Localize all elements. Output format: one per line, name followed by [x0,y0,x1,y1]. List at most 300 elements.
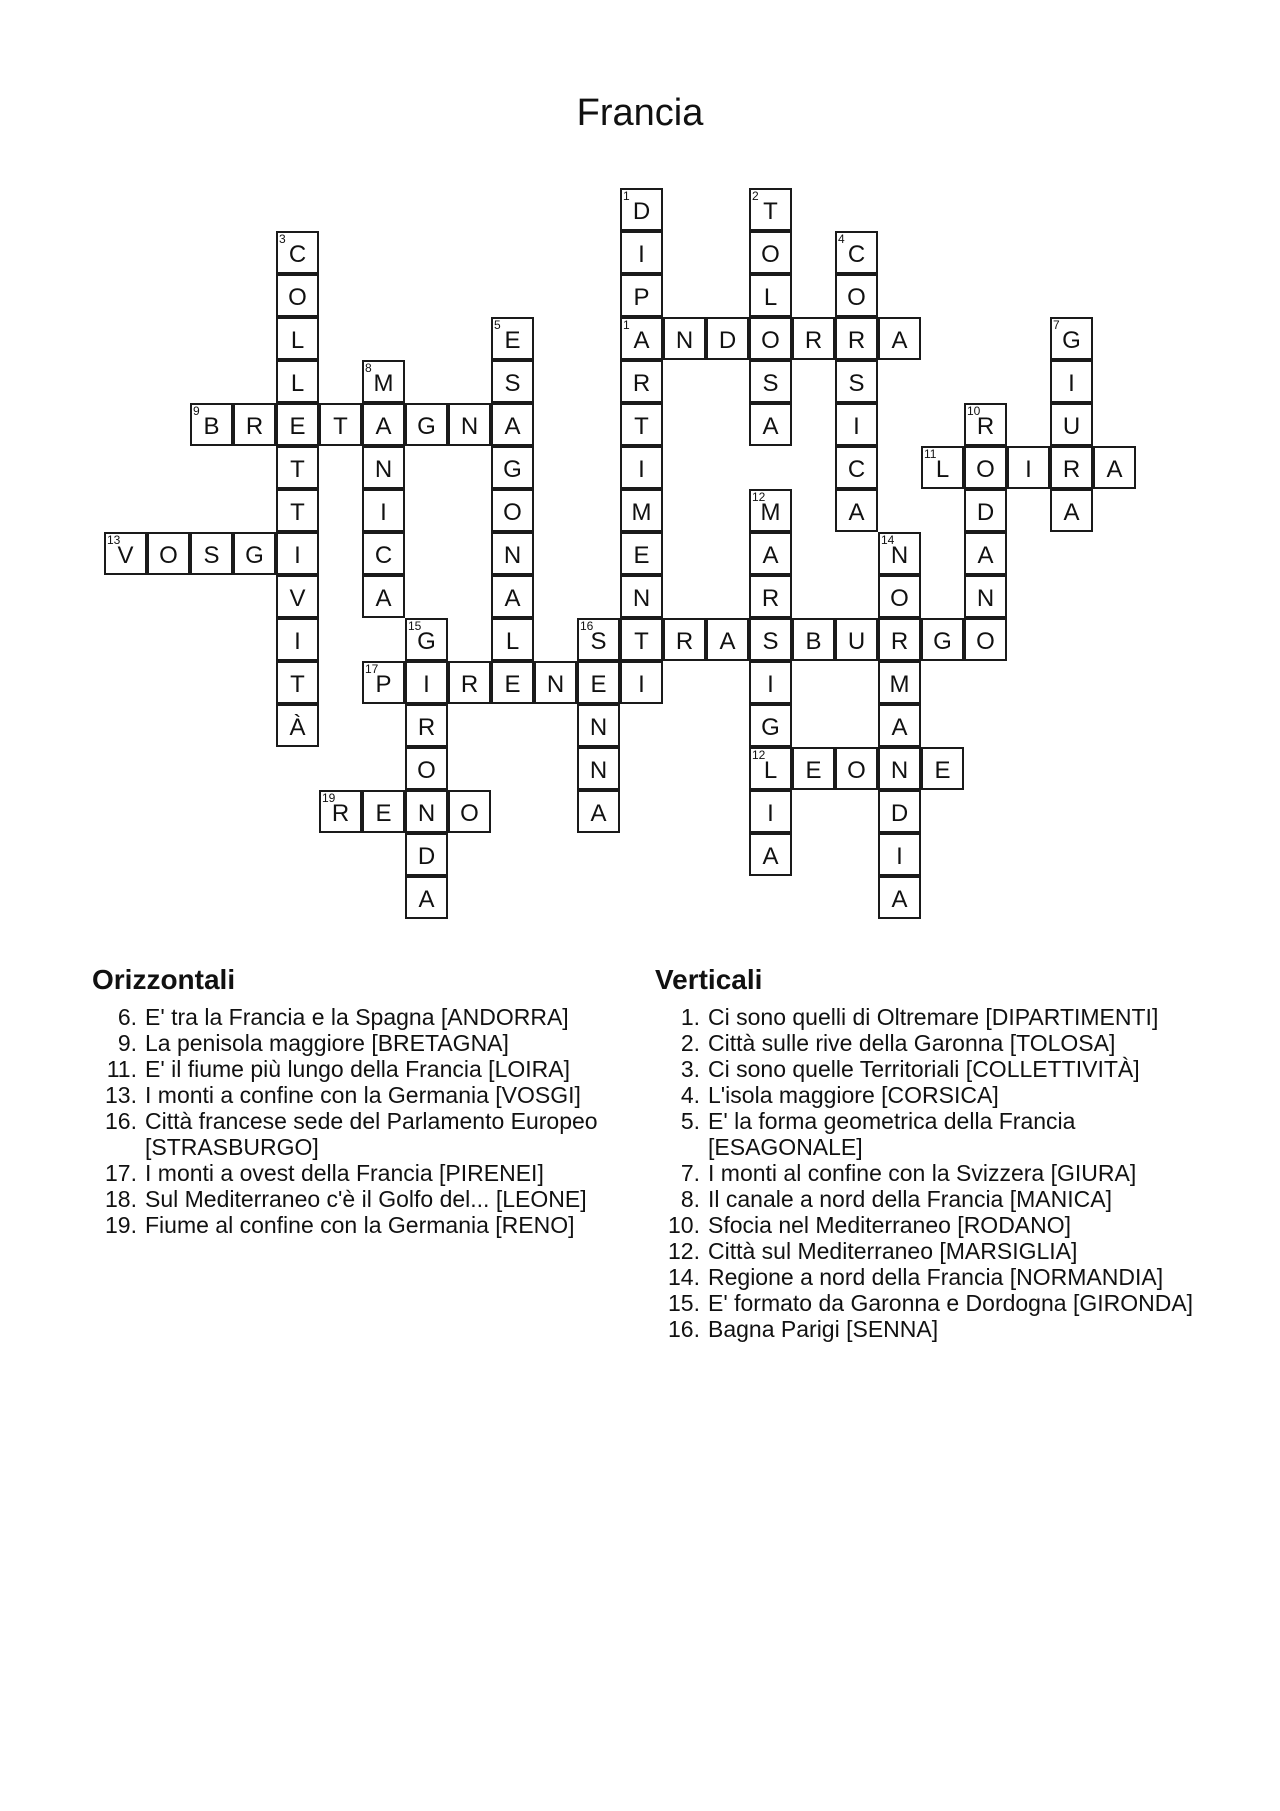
grid-cell [964,575,1007,618]
grid-cell [878,317,921,360]
clue-item [92,1030,632,1056]
clue-item-text: Città sulle rive della Garonna [TOLOSA] [708,1030,1116,1056]
clue-item-number: 12. [668,1238,700,1264]
cell-letter: A [1106,456,1123,483]
grid-cell [964,618,1007,661]
clue-item-text: Sul Mediterraneo c'è il Golfo del... [LEONE] [145,1186,587,1212]
cell-letter: D [890,800,909,827]
cell-letter: O [890,585,909,612]
clue-item-number: 9. [117,1030,137,1056]
clue-number: 4 [838,232,845,246]
cell-letter: M [889,671,910,698]
grid-cell [1050,317,1093,360]
grid-cell [491,360,534,403]
grid-cell [835,446,878,489]
cell-letter: A [1063,499,1080,526]
cell-letter: E [375,800,392,827]
grid-cell [362,532,405,575]
cell-letter: A [762,843,779,870]
cell-letter: A [504,413,521,440]
clue-item-text: Regione a nord della Francia [NORMANDIA] [708,1264,1164,1290]
cell-letter: G [503,456,522,483]
cell-letter: M [760,499,781,526]
grid-cell [405,618,448,661]
cell-letter: R [761,585,780,612]
clue-item-text: E' la forma geometrica della Francia [ESAGONALE] [708,1108,1076,1160]
grid-cell [577,704,620,747]
cell-letter: I [423,671,430,698]
cell-letter: M [373,370,394,397]
cell-letter: R [1062,456,1081,483]
cell-letter: U [1062,413,1081,440]
grid-cell [362,575,405,618]
clue-item-number: 14. [668,1264,700,1290]
cell-letter: O [159,542,178,569]
grid-cell [577,790,620,833]
grid-cell [749,661,792,704]
cell-letter: O [288,284,307,311]
grid-cell [620,188,663,231]
cell-letter: A [590,800,607,827]
cell-letter: N [632,585,651,612]
clue-item-text: La penisola maggiore [BRETAGNA] [145,1030,509,1056]
grid-cell [921,747,964,790]
grid-cell [276,317,319,360]
clue-number: 17 [365,662,379,676]
grid-cell [878,747,921,790]
grid-cell [233,532,276,575]
grid-cell [749,489,792,532]
clue-item-number: 2. [680,1030,700,1056]
cell-letter: N [675,327,694,354]
clue-item-text: I monti a ovest della Francia [PIRENEI] [145,1160,544,1186]
clue-item-number: 8. [680,1186,700,1212]
clue-number: 16 [580,619,594,633]
clue-item-number: 16. [668,1316,700,1342]
cell-letter: I [1068,370,1075,397]
clue-item [655,1082,1215,1108]
grid-cell [706,317,749,360]
clue-number: 1 [623,189,630,203]
clue-item-text: Bagna Parigi [SENNA] [708,1316,939,1342]
grid-cell [749,532,792,575]
grid-cell [147,532,190,575]
cell-letter: A [719,628,736,655]
grid-cell [491,618,534,661]
grid-cell [405,876,448,919]
grid-cell [749,360,792,403]
cell-letter: R [460,671,479,698]
clue-item-text: Città francese sede del Parlamento Europeo [STRASBURGO] [145,1108,598,1160]
grid-cell [620,618,663,661]
cell-letter: P [375,671,392,698]
cell-letter: N [503,542,522,569]
clue-item [655,1004,1215,1030]
grid-cell [964,489,1007,532]
cell-letter: T [290,456,305,483]
cell-letter: A [891,714,908,741]
cell-letter: R [632,370,651,397]
cell-letter: T [333,413,348,440]
clue-item [655,1238,1215,1264]
grid-cell [620,661,663,704]
cell-letter: C [847,456,866,483]
cell-letter: A [762,413,779,440]
cell-letter: R [245,413,264,440]
grid-cell [362,403,405,446]
cell-letter: P [633,284,650,311]
clue-item-number: 16. [105,1108,137,1134]
grid-cell [620,274,663,317]
grid-cell [835,274,878,317]
clue-item [655,1212,1215,1238]
cell-letter: M [631,499,652,526]
clue-number: 5 [494,318,501,332]
grid-cell [1050,489,1093,532]
grid-cell [620,360,663,403]
grid-cell [276,446,319,489]
clue-item-text: L'isola maggiore [CORSICA] [708,1082,999,1108]
cell-letter: A [375,585,392,612]
grid-cell [190,403,233,446]
grid-cell [276,231,319,274]
grid-cell [964,446,1007,489]
grid-cell [362,360,405,403]
cell-letter: C [374,542,393,569]
cell-letter: O [761,327,780,354]
cell-letter: I [294,542,301,569]
cell-letter: I [896,843,903,870]
clue-number: 19 [322,791,336,805]
page-title: Francia [576,92,704,134]
cell-letter: I [638,456,645,483]
grid-cell [491,446,534,489]
grid-cell [921,618,964,661]
cell-letter: E [934,757,951,784]
clue-item [655,1264,1215,1290]
cell-letter: R [976,413,995,440]
clue-number: 7 [1053,318,1060,332]
cell-letter: L [290,370,305,397]
across-heading: Orizzontali [92,964,236,995]
cell-letter: I [767,671,774,698]
grid-cell [276,274,319,317]
grid-cell [104,532,147,575]
grid-cell [491,575,534,618]
cell-letter: E [504,327,521,354]
grid-cell [620,575,663,618]
cell-letter: T [763,198,778,225]
clue-item [92,1108,632,1160]
clue-number: 14 [881,533,895,547]
cell-letter: À [289,714,306,741]
clue-item-text: E' tra la Francia e la Spagna [ANDORRA] [145,1004,569,1030]
cell-letter: A [504,585,521,612]
clue-item-text: Città sul Mediterraneo [MARSIGLIA] [708,1238,1078,1264]
clue-item-number: 15. [668,1290,700,1316]
cell-letter: G [245,542,264,569]
cell-letter: A [977,542,994,569]
grid-cell [448,403,491,446]
grid-cell [491,489,534,532]
cell-letter: O [976,456,995,483]
clue-number: 13 [107,533,121,547]
across-clues [92,964,632,1238]
cell-letter: N [417,800,436,827]
grid-cell [448,790,491,833]
grid-cell [1093,446,1136,489]
grid-cell [620,231,663,274]
cell-letter: T [634,413,649,440]
grid-cell [792,317,835,360]
grid-cell [276,704,319,747]
grid-cell [835,618,878,661]
grid-cell [491,317,534,360]
clue-item-number: 13. [105,1082,137,1108]
grid-cell [276,661,319,704]
clue-number: 2 [752,189,759,203]
grid-cell [749,274,792,317]
clue-item [92,1212,632,1238]
grid-cell [276,618,319,661]
grid-cell [276,532,319,575]
grid-cell [835,317,878,360]
cell-letter: N [976,585,995,612]
clue-item-text: Sfocia nel Mediterraneo [RODANO] [708,1212,1072,1238]
cell-letter: O [460,800,479,827]
clue-item-number: 7. [680,1160,700,1186]
cell-letter: E [805,757,822,784]
grid-cell [620,532,663,575]
grid-cell [663,317,706,360]
clue-item-number: 18. [105,1186,137,1212]
cell-letter: L [935,456,950,483]
cell-letter: I [767,800,774,827]
cell-letter: S [762,370,779,397]
clue-item [655,1316,1215,1342]
cell-letter: O [976,628,995,655]
cell-letter: O [761,241,780,268]
grid-cell [405,704,448,747]
grid-cell [1050,360,1093,403]
grid-cell [878,833,921,876]
cell-letter: A [891,886,908,913]
grid-cell [792,618,835,661]
clue-item-text: E' formato da Garonna e Dordogna [GIRONDA] [708,1290,1194,1316]
grid-cell [921,446,964,489]
grid-cell [1050,446,1093,489]
grid-cell [749,790,792,833]
cell-letter: A [418,886,435,913]
grid-cell [233,403,276,446]
cell-letter: R [847,327,866,354]
clue-number: 10 [967,404,981,418]
cell-letter: E [633,542,650,569]
grid-cell [276,403,319,446]
clue-item-text: E' il fiume più lungo della Francia [LOIRA] [145,1056,570,1082]
cell-letter: D [976,499,995,526]
grid-cell [749,747,792,790]
cell-letter: I [294,628,301,655]
cell-letter: G [1062,327,1081,354]
grid-cell [749,704,792,747]
grid-cell [405,833,448,876]
grid-cell [749,317,792,360]
grid-cell [491,403,534,446]
down-heading: Verticali [655,964,763,995]
clue-item-number: 1. [680,1004,700,1030]
clue-item-text: I monti a confine con la Germania [VOSGI] [145,1082,581,1108]
grid-cell [620,317,663,360]
clue-item-number: 10. [668,1212,700,1238]
cell-letter: N [890,757,909,784]
grid-cell [405,747,448,790]
clue-item [92,1004,632,1030]
grid-cell [190,532,233,575]
grid-cell [362,446,405,489]
clue-item [655,1056,1215,1082]
cell-letter: V [117,542,134,569]
cell-letter: O [847,284,866,311]
cell-letter: A [848,499,865,526]
clue-item-number: 4. [680,1082,700,1108]
grid-cell [964,403,1007,446]
cell-letter: S [848,370,865,397]
clue-number: 12 [752,490,766,504]
cell-letter: N [546,671,565,698]
clue-item [655,1108,1215,1160]
grid-cell [749,833,792,876]
cell-letter: T [634,628,649,655]
cell-letter: S [762,628,779,655]
grid-cell [491,661,534,704]
clue-number: 1 [623,318,630,332]
clue-number: 8 [365,361,372,375]
cell-letter: R [331,800,350,827]
clue-item [92,1186,632,1212]
grid-cell [1050,403,1093,446]
down-clue-list [655,1004,1215,1342]
cell-letter: O [417,757,436,784]
grid-cell [491,532,534,575]
grid-cell [620,403,663,446]
grid-cell [878,661,921,704]
grid-cell [534,661,577,704]
grid-cell [405,403,448,446]
clue-number: 15 [408,619,422,633]
cell-letter: U [847,628,866,655]
grid-cell [577,747,620,790]
grid-cell [319,403,362,446]
cell-letter: S [590,628,607,655]
grid-cell [749,403,792,446]
cell-letter: G [933,628,952,655]
clue-number: 3 [279,232,286,246]
cell-letter: A [762,542,779,569]
grid-cell [878,790,921,833]
grid-cell [620,489,663,532]
grid-cell [835,360,878,403]
cell-letter: A [633,327,650,354]
clue-item-number: 5. [680,1108,700,1134]
grid-cell [835,231,878,274]
cell-letter: C [847,241,866,268]
clue-item [655,1160,1215,1186]
cell-letter: N [890,542,909,569]
clue-number: 12 [752,748,766,762]
clue-item [92,1056,632,1082]
cell-letter: B [203,413,220,440]
across-clue-list [92,1004,632,1238]
cell-letter: G [417,628,436,655]
clue-item-text: Ci sono quelle Territoriali [COLLETTIVITÀ] [708,1056,1140,1082]
grid-cell [749,231,792,274]
cell-letter: C [288,241,307,268]
cell-letter: O [847,757,866,784]
grid-cell [405,790,448,833]
grid-cell [749,188,792,231]
clue-item-text: Fiume al confine con la Germania [RENO] [145,1212,575,1238]
clue-item-number: 3. [680,1056,700,1082]
clue-item [92,1160,632,1186]
cell-letter: R [675,628,694,655]
cell-letter: E [504,671,521,698]
grid-cell [835,403,878,446]
clue-number: 11 [924,447,937,461]
clue-item-number: 11. [106,1056,137,1082]
grid-cell [577,661,620,704]
clue-item [655,1186,1215,1212]
cell-letter: N [460,413,479,440]
grid-cell [577,618,620,661]
clue-number: 9 [193,404,200,418]
grid-cell [276,575,319,618]
grid-cell [276,360,319,403]
grid-cell [878,532,921,575]
cell-letter: L [505,628,520,655]
cell-letter: A [891,327,908,354]
cell-letter: I [380,499,387,526]
cell-letter: N [589,757,608,784]
grid-cell [706,618,749,661]
clue-item-number: 6. [117,1004,137,1030]
grid-cell [749,575,792,618]
cell-letter: R [804,327,823,354]
cell-letter: E [590,671,607,698]
grid-cell [319,790,362,833]
grid-cell [964,532,1007,575]
clue-item [92,1082,632,1108]
cell-letter: D [417,843,436,870]
cell-letter: I [1025,456,1032,483]
clue-item-number: 17. [105,1160,137,1186]
cell-letter: E [289,413,306,440]
grid-cell [1007,446,1050,489]
clue-item-number: 19. [105,1212,137,1238]
cell-letter: R [417,714,436,741]
cell-letter: A [375,413,392,440]
cell-letter: N [374,456,393,483]
cell-letter: S [203,542,220,569]
cell-letter: I [638,241,645,268]
cell-letter: T [290,671,305,698]
grid-cell [878,618,921,661]
grid-cell [362,489,405,532]
cell-letter: D [718,327,737,354]
grid-cell [835,747,878,790]
cell-letter: I [853,413,860,440]
grid-cell [276,489,319,532]
